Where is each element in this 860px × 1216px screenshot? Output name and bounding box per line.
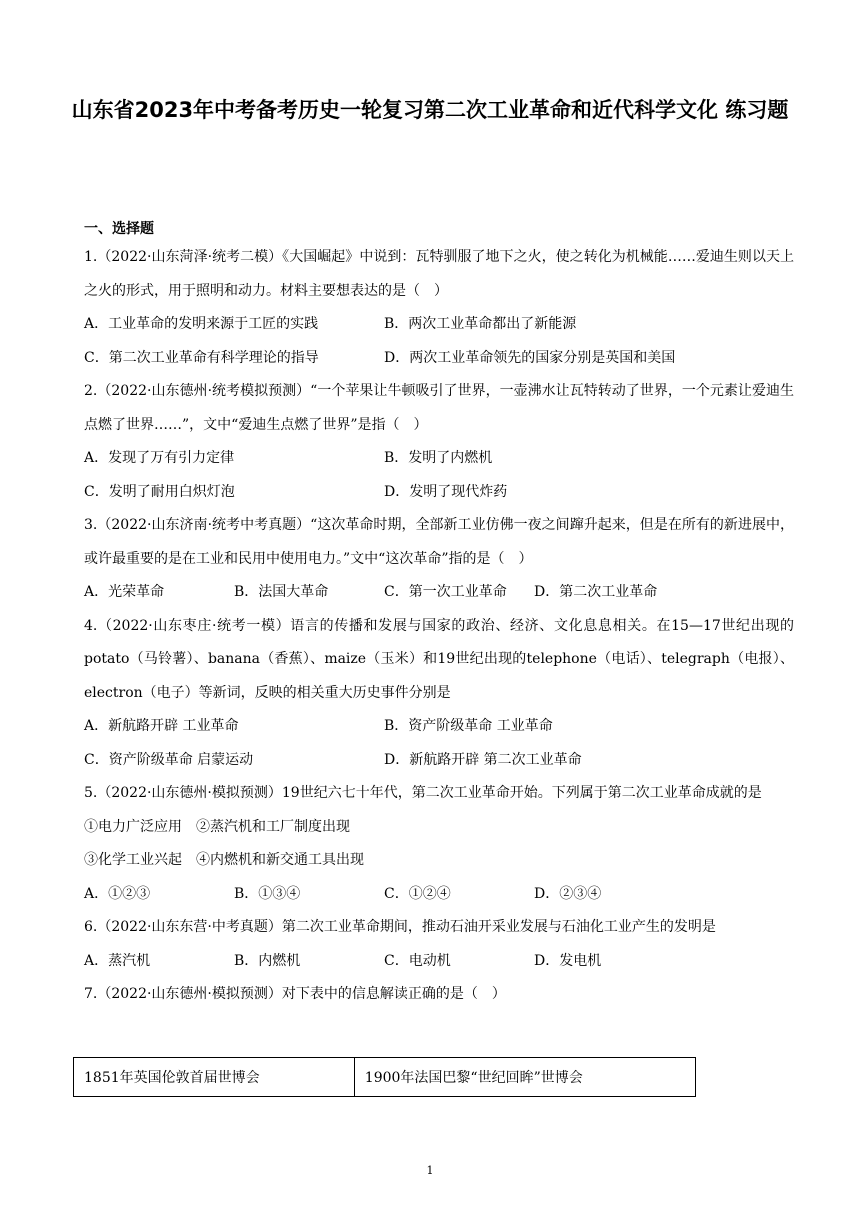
question-4-option-a: A．新航路开辟 工业革命 — [84, 718, 239, 734]
question-3-option-a: A．光荣革命 — [84, 584, 165, 600]
question-3-option-c: C．第一次工业革命 — [384, 584, 507, 600]
page-number: 1 — [426, 1164, 434, 1177]
question-4-options-row1 — [84, 710, 794, 744]
question-7-table — [73, 1057, 696, 1097]
question-6-option-c: C．电动机 — [384, 952, 451, 969]
question-1-options-row1 — [84, 308, 794, 342]
question-6-option-b: B．内燃机 — [234, 952, 301, 969]
question-3-stem: 3.（2022·山东济南·统考中考真题）“这次革命时期，全部新工业仿佛一夜之间蹿升起来，但是在所有的新进展中，或许最重要的是在工业和民用中使用电力。”文中“这次革命”指的是（ ） — [84, 517, 794, 567]
question-6-option-a: A．蒸汽机 — [84, 952, 151, 969]
question-5-option-d: D．②③④ — [534, 885, 602, 902]
questions-area — [84, 241, 794, 1012]
table-cell-1900: 1900年法国巴黎“世纪回眸”世博会 — [354, 1058, 695, 1097]
table-cell-1851: 1851年英国伦敦首届世博会 — [74, 1058, 355, 1097]
question-2-options-row1 — [84, 442, 794, 476]
question-6-options — [84, 945, 794, 979]
question-1-option-d: D．两次工业革命领先的国家分别是英国和美国 — [384, 349, 676, 366]
question-5-stem: 5.（2022·山东德州·模拟预测）19世纪六七十年代，第二次工业革命开始。下列属于第二次工业革命成就的是 — [84, 785, 762, 801]
question-5-option-a: A．①②③ — [84, 885, 151, 902]
question-4-stem: 4.（2022·山东枣庄·统考一模）语言的传播和发展与国家的政治、经济、文化息息相关。在15—17世纪出现的potato（马铃薯）、banana（香蕉）、maize（玉米）和19世纪出现的telephone（电话）、telegraph（电报）、electron（电子）等新词，反映的相关重大历史事件分别是 — [84, 617, 794, 701]
page-title: 山东省2023年中考备考历史一轮复习第二次工业革命和近代科学文化 练习题 — [71, 98, 789, 122]
question-5-options — [84, 878, 794, 912]
question-7-stem: 7.（2022·山东德州·模拟预测）对下表中的信息解读正确的是（ ） — [84, 986, 506, 1002]
question-5-statement-2: ③化学工业兴起 ④内燃机和新交通工具出现 — [84, 852, 364, 868]
question-3-option-b: B．法国大革命 — [234, 584, 329, 600]
question-4-option-b: B．资产阶级革命 工业革命 — [384, 718, 553, 734]
question-2-option-c: C．发明了耐用白炽灯泡 — [84, 483, 235, 500]
question-4-option-c: C．资产阶级革命 启蒙运动 — [84, 751, 254, 768]
table-row — [74, 1058, 696, 1097]
question-5-statement-1: ①电力广泛应用 ②蒸汽机和工厂制度出现 — [84, 818, 350, 835]
question-1-option-a: A．工业革命的发明来源于工匠的实践 — [84, 316, 319, 332]
question-1-option-c: C．第二次工业革命有科学理论的指导 — [84, 349, 319, 366]
question-1-option-b: B．两次工业革命都出了新能源 — [384, 316, 577, 332]
section-heading: 一、选择题 — [84, 221, 154, 237]
question-5-option-c: C．①②④ — [384, 885, 451, 902]
question-3-options — [84, 576, 794, 610]
question-2-option-d: D．发明了现代炸药 — [384, 483, 508, 500]
question-4-options-row2 — [84, 744, 794, 778]
question-2-options-row2 — [84, 476, 794, 510]
question-2-option-a: A．发现了万有引力定律 — [84, 450, 235, 466]
question-1-options-row2 — [84, 342, 794, 376]
question-1-stem: 1.（2022·山东菏泽·统考二模）《大国崛起》中说到：瓦特驯服了地下之火，使之转化为机械能……爱迪生则以天上之火的形式，用于照明和动力。材料主要想表达的是（ ） — [84, 249, 794, 299]
question-6-stem: 6.（2022·山东东营·中考真题）第二次工业革命期间，推动石油开采业发展与石油化工业产生的发明是 — [84, 919, 716, 935]
question-5-option-b: B．①③④ — [234, 885, 301, 902]
question-3-option-d: D．第二次工业革命 — [534, 584, 658, 600]
question-2-stem: 2.（2022·山东德州·统考模拟预测）“一个苹果让牛顿吸引了世界，一壶沸水让瓦特转动了世界，一个元素让爱迪生点燃了世界……”，文中“爱迪生点燃了世界”是指（ ） — [84, 383, 794, 433]
question-2-option-b: B．发明了内燃机 — [384, 450, 493, 466]
question-6-option-d: D．发电机 — [534, 952, 602, 969]
question-4-option-d: D．新航路开辟 第二次工业革命 — [384, 751, 582, 768]
